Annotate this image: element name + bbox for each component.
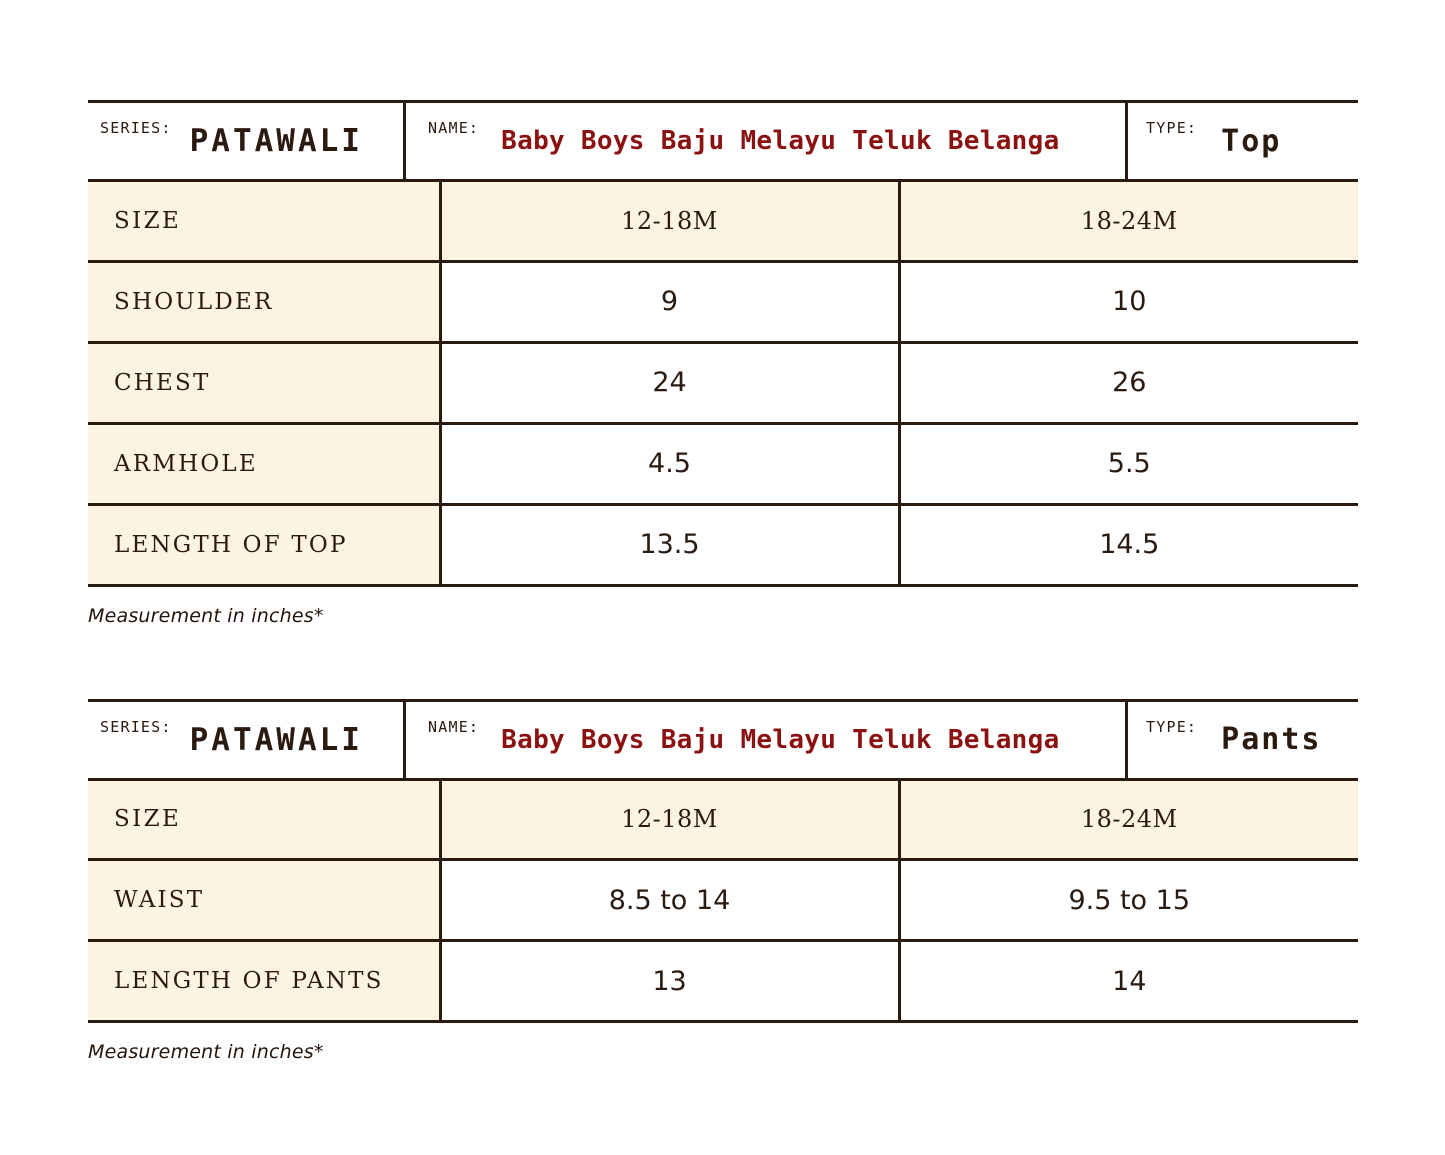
section-spacer (88, 627, 1357, 699)
column-header-12-18m: 12-18M (440, 781, 899, 860)
row-label: WAIST (88, 860, 440, 941)
column-header-18-24m: 18-24M (899, 781, 1358, 860)
series-value: PATAWALI (189, 721, 363, 758)
size-chart-pants (88, 699, 1358, 1024)
name-field (406, 103, 1128, 179)
row-value: 26 (899, 342, 1358, 423)
series-field (88, 702, 406, 778)
row-value: 4.5 (440, 423, 899, 504)
table-row (88, 261, 1358, 342)
row-value: 24 (440, 342, 899, 423)
name-field (406, 702, 1128, 778)
row-value: 14 (899, 941, 1358, 1022)
table-row (88, 423, 1358, 504)
series-field (88, 103, 406, 179)
column-header-size: SIZE (88, 781, 440, 860)
row-label: LENGTH OF TOP (88, 504, 440, 585)
name-label: NAME: (428, 717, 480, 736)
size-chart-top (88, 100, 1358, 587)
table-row (88, 941, 1358, 1022)
row-label: ARMHOLE (88, 423, 440, 504)
table-row (88, 504, 1358, 585)
column-header-18-24m: 18-24M (899, 182, 1358, 261)
row-label: LENGTH OF PANTS (88, 941, 440, 1022)
series-label: SERIES: (100, 717, 172, 736)
table-header-row (88, 781, 1358, 860)
measurement-note: Measurement in inches* (88, 1041, 324, 1063)
row-value: 9 (440, 261, 899, 342)
row-label: CHEST (88, 342, 440, 423)
row-value: 8.5 to 14 (440, 860, 899, 941)
measurement-note: Measurement in inches* (88, 604, 324, 627)
row-value: 5.5 (899, 423, 1358, 504)
row-value: 14.5 (899, 504, 1358, 585)
type-value: Pants (1221, 722, 1322, 757)
chart-header-pants (88, 699, 1358, 781)
row-value: 9.5 to 15 (899, 860, 1358, 941)
name-value: Baby Boys Baju Melayu Teluk Belanga (501, 126, 1060, 156)
column-header-12-18m: 12-18M (440, 182, 899, 261)
type-field (1128, 702, 1358, 778)
name-label: NAME: (428, 119, 480, 137)
row-value: 13.5 (440, 504, 899, 585)
table-header-row (88, 182, 1358, 261)
series-label: SERIES: (100, 119, 172, 137)
type-label: TYPE: (1146, 119, 1198, 137)
row-value: 13 (440, 941, 899, 1022)
chart-header-top (88, 100, 1358, 182)
row-value: 10 (899, 261, 1358, 342)
table-row (88, 342, 1358, 423)
series-value: PATAWALI (189, 123, 363, 159)
type-field (1128, 103, 1358, 179)
measurements-table-pants (88, 781, 1358, 1024)
type-value: Top (1221, 123, 1282, 159)
table-row (88, 860, 1358, 941)
row-label: SHOULDER (88, 261, 440, 342)
column-header-size: SIZE (88, 182, 440, 261)
name-value: Baby Boys Baju Melayu Teluk Belanga (501, 724, 1060, 755)
type-label: TYPE: (1146, 717, 1198, 736)
measurements-table-top (88, 182, 1358, 587)
